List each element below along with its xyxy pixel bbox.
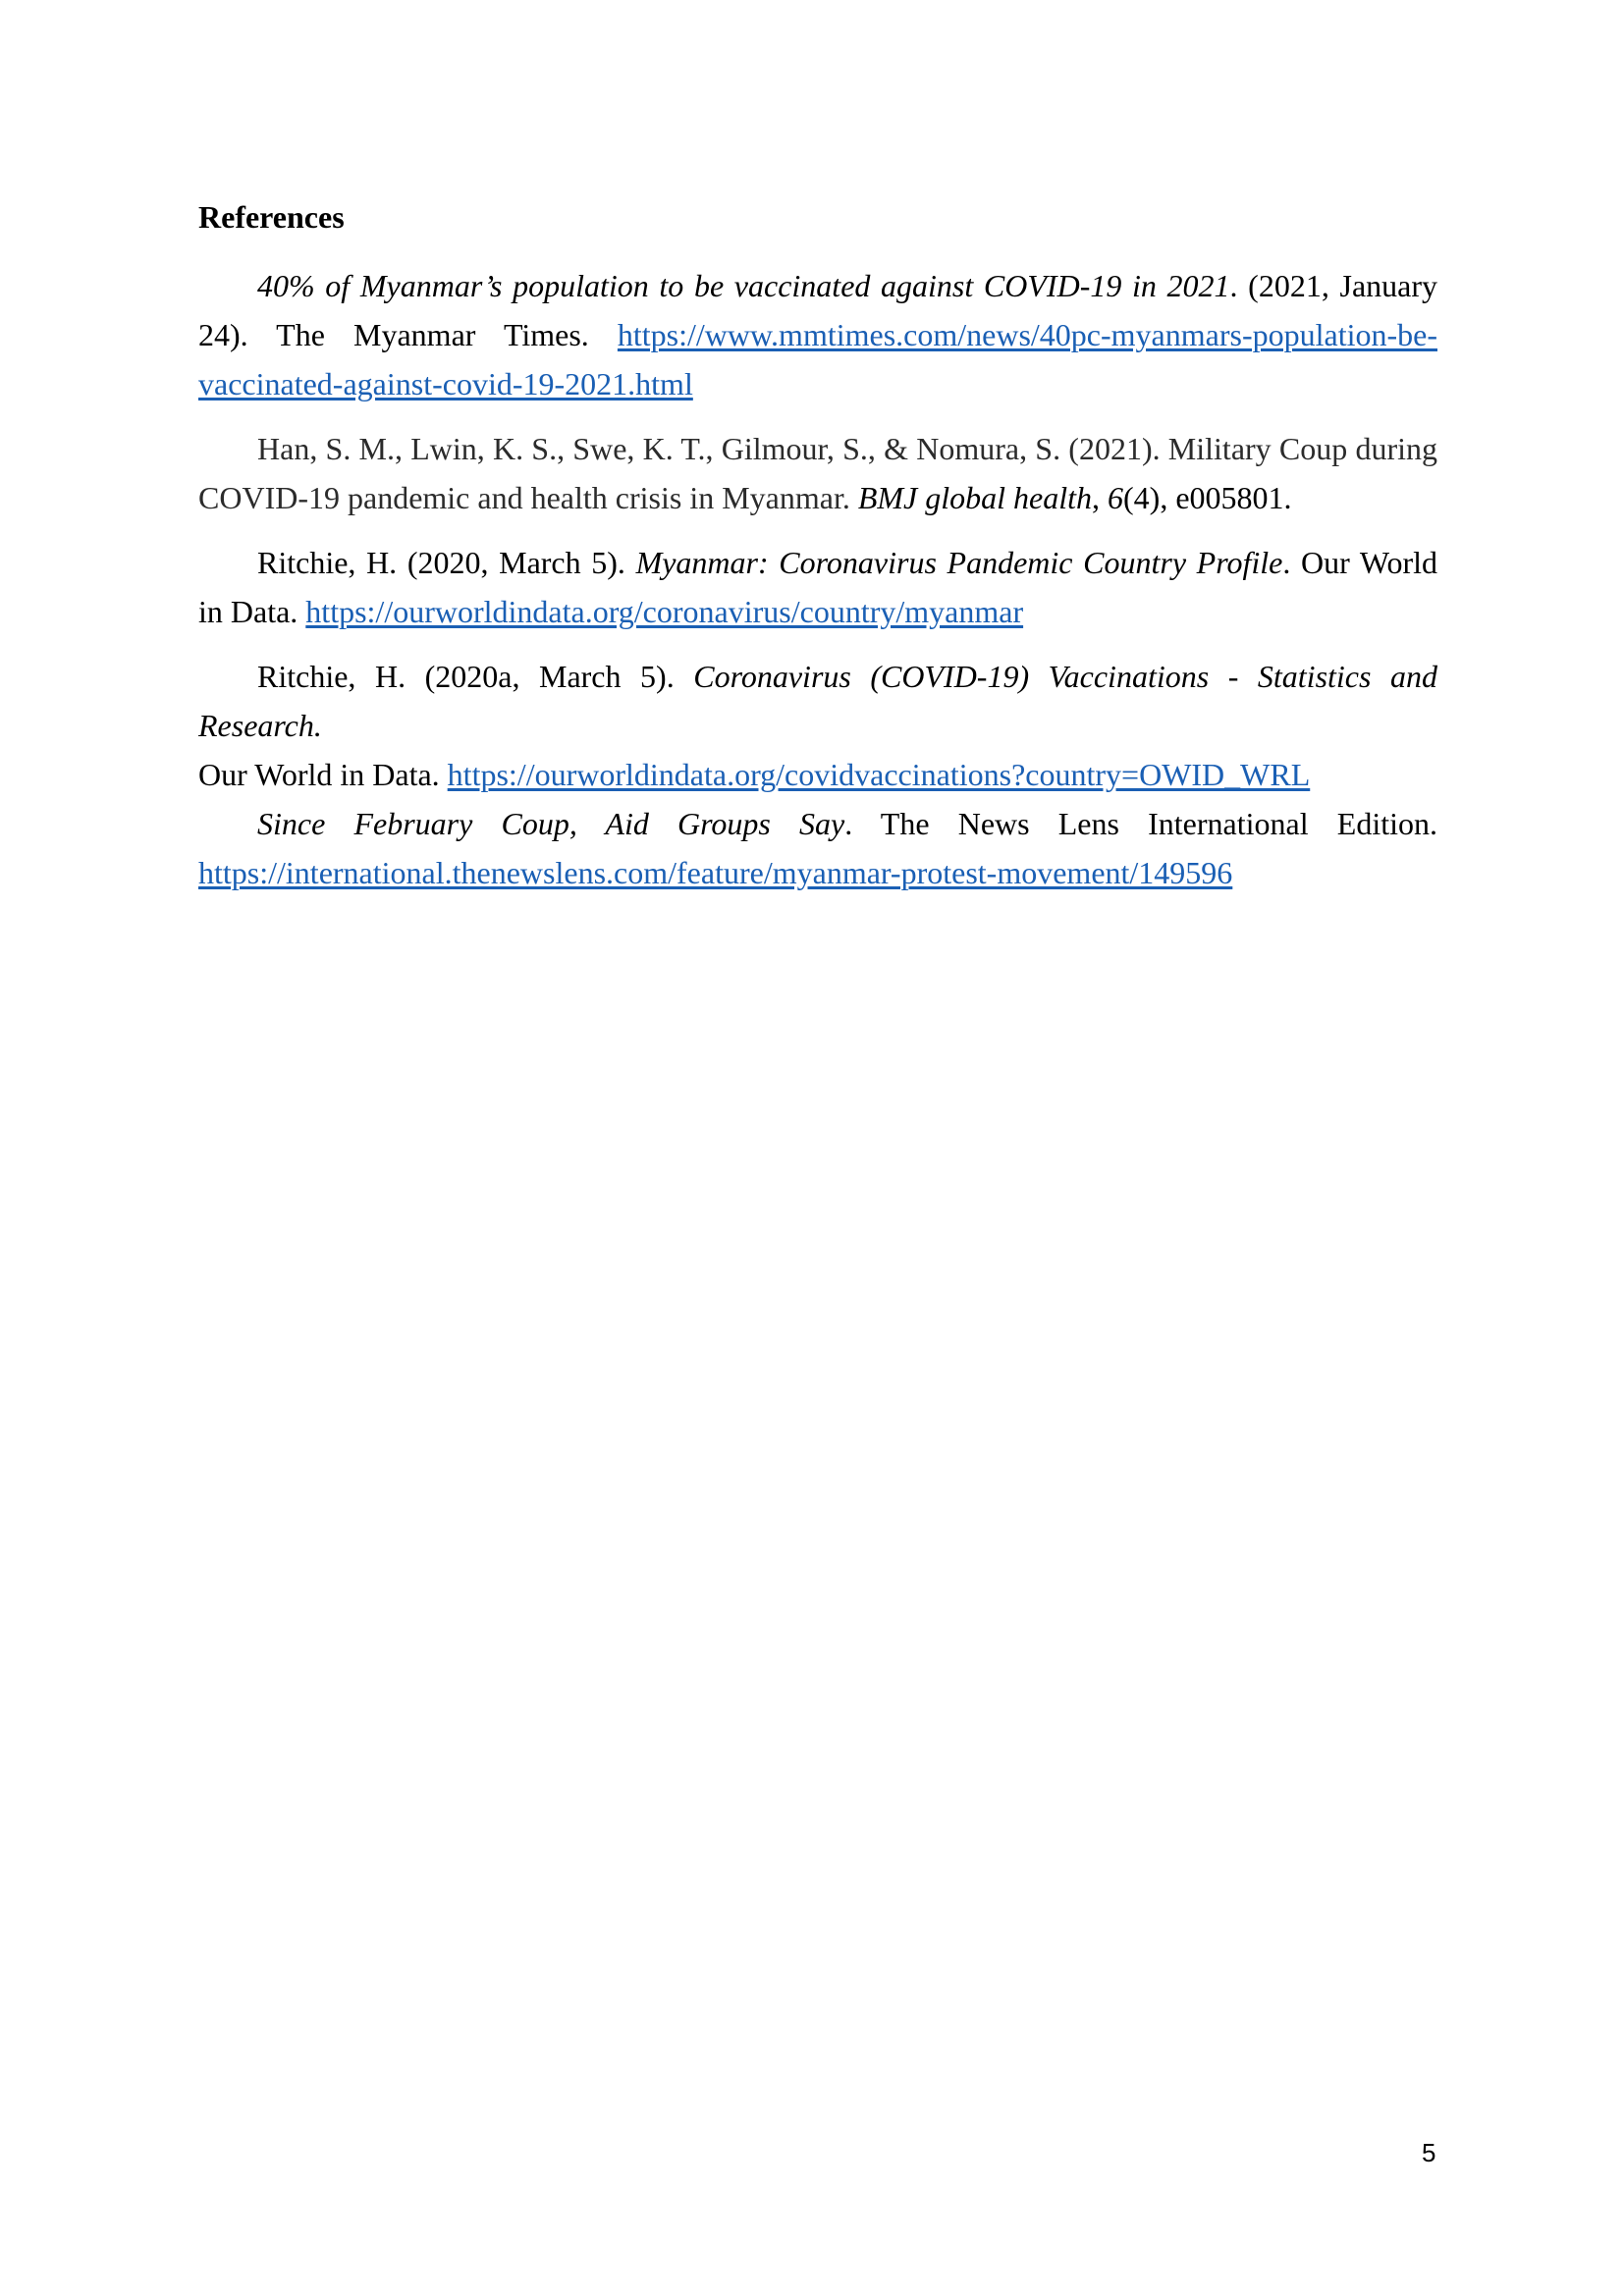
reference-1-title: 40% of Myanmar’s population to be vaccinated against COVID-19 in 2021: [257, 268, 1230, 303]
reference-4-title: Coronavirus (COVID-19) Vaccinations - Statistics and Research.: [198, 659, 1438, 743]
reference-3-authors: Ritchie, H. (2020, March 5).: [257, 545, 636, 580]
reference-entry-2: [198, 424, 1437, 522]
reference-2-issue-pages: (4), e005801.: [1123, 480, 1292, 515]
reference-3-link[interactable]: https://ourworldindata.org/coronavirus/country/myanmar: [305, 594, 1024, 629]
reference-5-source: . The News Lens International Edition.: [844, 806, 1437, 841]
reference-entry-1: [198, 261, 1437, 408]
reference-2-journal: BMJ global health: [857, 480, 1093, 515]
reference-1-source: . (2021, January 24). The Myanmar Times.: [198, 268, 1437, 352]
reference-2-authors: Han, S. M., Lwin, K. S., Swe, K. T., Gilmour, S., & Nomura, S. (2021). Military Coup during COVID-19 pandemic and health crisis in Myanmar.: [198, 431, 1437, 515]
document-page: [198, 192, 1437, 913]
reference-5-title: Since February Coup, Aid Groups Say: [257, 806, 845, 841]
reference-1-link[interactable]: https://www.mmtimes.com/news/40pc-myanmars-population-be-vaccinated-against-covid-19-2021.html: [198, 317, 1437, 401]
reference-entry-4-line-2: [198, 750, 1437, 799]
reference-entry-3: [198, 538, 1437, 636]
reference-entry-4: [198, 652, 1437, 750]
reference-4-link[interactable]: https://ourworldindata.org/covidvaccinations?country=OWID_WRL: [447, 757, 1311, 792]
page-number: 5: [1422, 2138, 1436, 2167]
reference-3-source: . Our World in Data.: [198, 545, 1437, 629]
reference-3-title: Myanmar: Coronavirus Pandemic Country Profile: [635, 545, 1283, 580]
reference-2-separator: ,: [1092, 480, 1109, 515]
reference-4-authors: Ritchie, H. (2020a, March 5).: [257, 659, 694, 694]
reference-4-source: Our World in Data.: [198, 757, 448, 792]
reference-2-volume: 6: [1108, 480, 1124, 515]
reference-5-link[interactable]: https://international.thenewslens.com/feature/myanmar-protest-movement/149596: [198, 855, 1233, 890]
reference-entry-5: [198, 799, 1437, 897]
references-heading: References: [198, 199, 345, 235]
